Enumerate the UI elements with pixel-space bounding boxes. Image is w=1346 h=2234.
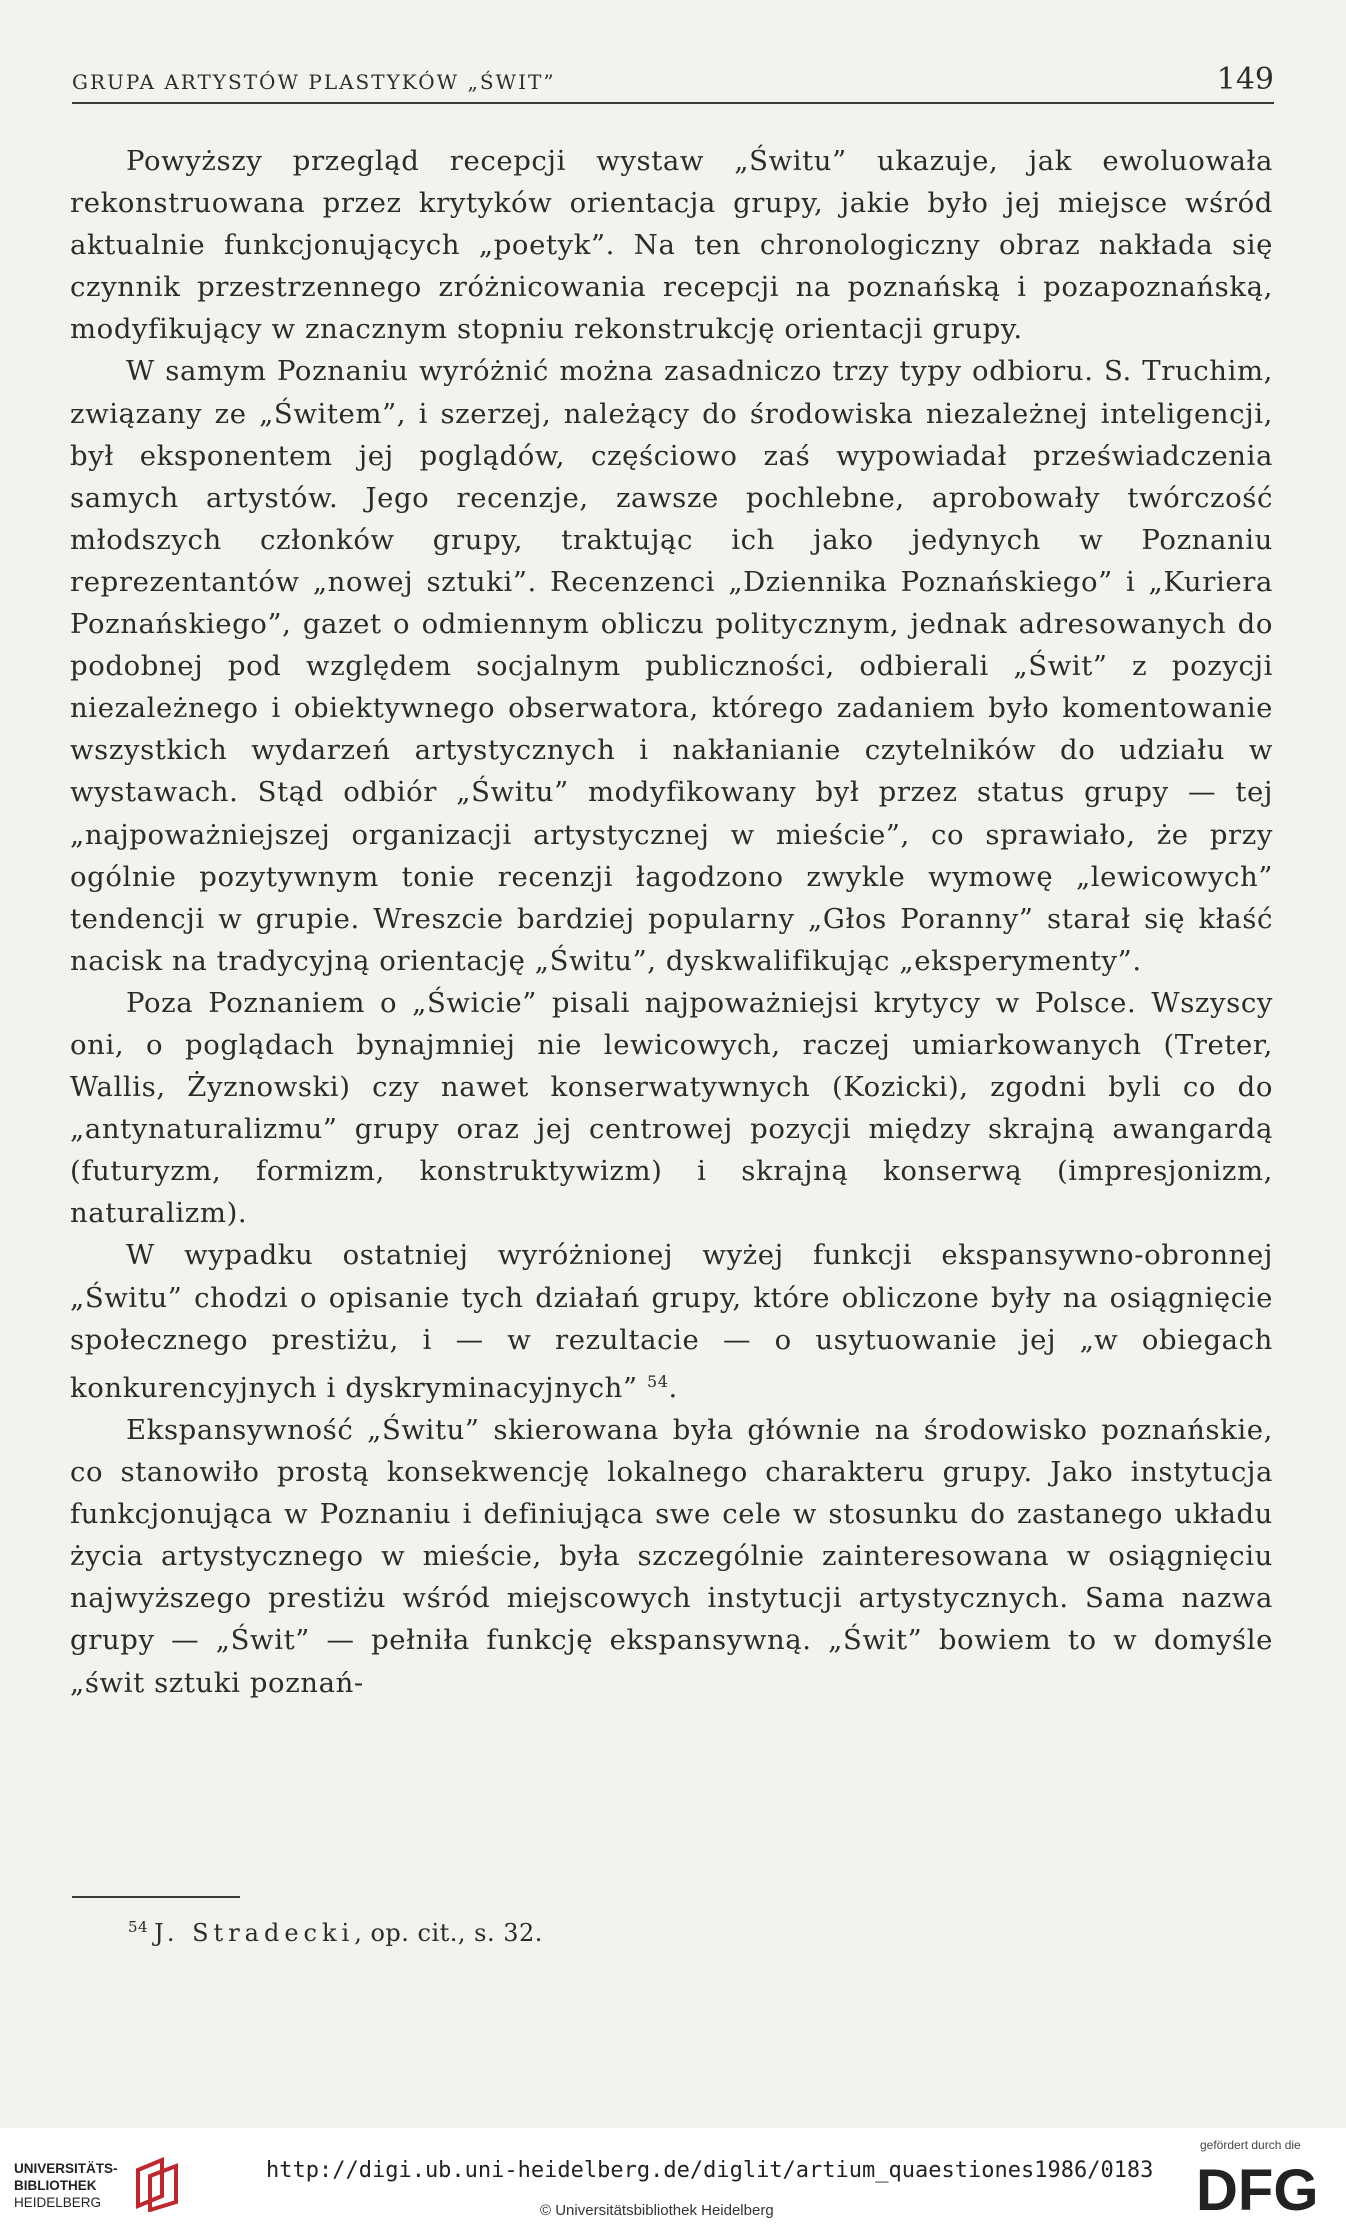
running-title: GRUPA ARTYSTÓW PLASTYKÓW „ŚWIT” xyxy=(72,70,556,94)
library-name-line2: BIBLIOTHEK xyxy=(14,2178,97,2193)
footnote-number: 54 xyxy=(128,1918,149,1936)
dfg-logo-icon xyxy=(1196,2156,1332,2220)
paragraph-4-tail: . xyxy=(668,1371,678,1404)
library-logo-icon xyxy=(132,2156,188,2212)
page-number: 149 xyxy=(1216,62,1274,97)
paragraph-4-text: W wypadku ostatniej wyróżnionej wyżej funkcji ekspansywno-obronnej „Świtu” chodzi o opisanie tych działań grupy, które obliczone były na osiągnięcie społecznego prestiżu, i — w rezultacie — o usytuowanie jej „w obiegach konkurencyjnych i dyskryminacyjnych” xyxy=(70,1239,1273,1404)
paragraph-4 xyxy=(70,1234,1273,1409)
paragraph-1: Powyższy przegląd recepcji wystaw „Świtu” ukazuje, jak ewoluowała rekonstruowana przez krytyków orientacja grupy, jakie było jej miejsce wśród aktualnie funkcjonujących „poetyk”. Na ten chronologiczny obraz nakłada się czynnik przestrzennego zróżnicowania recepcji na poznańską i pozapoznańską, modyfikujący w znacznym stopniu rekonstrukcję orientacji grupy. xyxy=(70,145,1273,346)
body-text xyxy=(70,140,1273,1704)
footnote-divider xyxy=(72,1896,240,1898)
footnote-reference: 54 xyxy=(646,1371,669,1391)
paragraph-2: W samym Poznaniu wyróżnić można zasadniczo trzy typy odbioru. S. Truchim, związany ze „Świtem”, i szerzej, należący do środowiska niezależnej inteligencji, był eksponentem jej poglądów, częściowo zaś wypowiadał przeświadczenia samych artystów. Jego recenzje, zawsze pochlebne, aprobowały twórczość młodszych członków grupy, traktując ich jako jedynych w Poznaniu reprezentantów „nowej sztuki”. Recenzenci „Dziennika Poznańskiego” i „Kuriera Poznańskiego”, gazet o odmiennym obliczu politycznym, jednak adresowanych do podobnej pod względem socjalnym publiczności, odbierali „Świt” z pozycji niezależnego i obiektywnego obserwatora, którego zadaniem było komentowanie wszystkich wydarzeń artystycznych i nakłanianie czytelników do udziału w wystawach. Stąd odbiór „Świtu” modyfikowany był przez status grupy — tej „najpoważniejszej organizacji artystycznej w mieście”, co sprawiało, że przy ogólnie pozytywnym tonie recenzji łagodzono zwykle wymowę „lewicowych” tendencji w grupie. Wreszcie bardziej popularny „Głos Poranny” starał się kłaść nacisk na tradycyjną orientację „Świtu”, dyskwalifikując „eksperymenty”. xyxy=(70,355,1273,977)
footnote-author: J. Stradecki xyxy=(154,1919,355,1947)
paragraph-5: Ekspansywność „Świtu” skierowana była głównie na środowisko poznańskie, co stanowiło prostą konsekwencję lokalnego charakteru grupy. Jako instytucja funkcjonująca w Poznaniu i definiująca swe cele w stosunku do zastanego układu życia artystycznego w mieście, była szczególnie zainteresowana w osiągnięciu najwyższego prestiżu wśród miejscowych instytucji artystycznych. Sama nazwa grupy — „Świt” — pełniła funkcję ekspansywną. „Świt” bowiem to w domyśle „świt sztuki poznań- xyxy=(70,1413,1273,1699)
library-name-line1: UNIVERSITÄTS- xyxy=(14,2161,118,2176)
page-header xyxy=(72,58,1274,104)
copyright-notice: © Universitätsbibliothek Heidelberg xyxy=(540,2202,774,2219)
library-name-line3: HEIDELBERG xyxy=(14,2195,102,2210)
digitization-footer xyxy=(0,2128,1346,2234)
footnote-citation: , op. cit., s. 32. xyxy=(354,1919,543,1947)
library-name xyxy=(14,2160,118,2211)
paragraph-3: Poza Poznaniem o „Świcie” pisali najpoważniejsi krytycy w Polsce. Wszyscy oni, o poglądach bynajmniej nie lewicowych, raczej umiarkowanych (Treter, Wallis, Żyznowski) czy nawet konserwatywnych (Kozicki), zgodni byli co do „antynaturalizmu” grupy oraz jej centrowej pozycji między skrajną awangardą (futuryzm, formizm, konstruktywizm) i skrajną konserwą (impresjonizm, naturalizm). xyxy=(70,986,1273,1230)
footnote xyxy=(128,1918,543,1947)
funded-by-label: gefördert durch die xyxy=(1200,2138,1301,2152)
dfg-logo-text: DFG xyxy=(1196,2158,1319,2220)
document-url-link[interactable]: http://digi.ub.uni-heidelberg.de/diglit/artium_quaestiones1986/0183 xyxy=(266,2158,1154,2183)
